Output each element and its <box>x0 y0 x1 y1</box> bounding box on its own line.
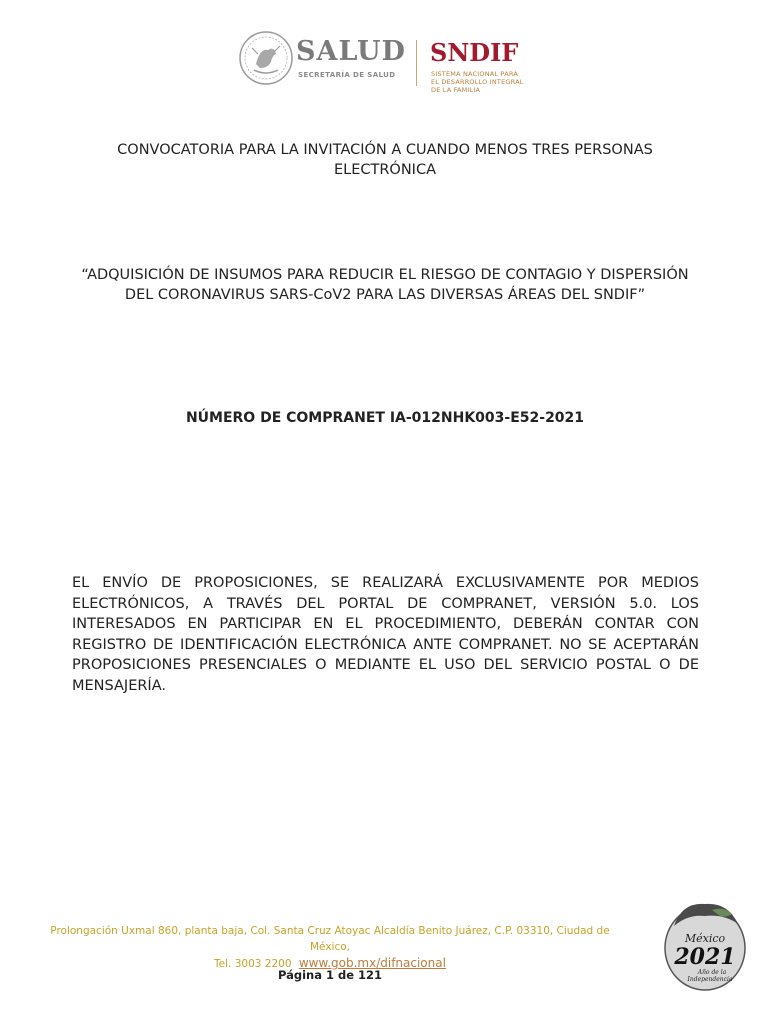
footer-address-block <box>30 923 630 972</box>
compranet-number: NÚMERO DE COMPRANET IA-012NHK003-E52-2021 <box>185 410 585 426</box>
footer-phone: Tel. 3003 2200 <box>214 958 292 970</box>
badge-line1: Año de la <box>697 969 727 976</box>
footer-address: Prolongación Uxmal 860, planta baja, Col. Santa Cruz Atoyac Alcaldía Benito Juárez, C.P. 03310, Ciudad de México, <box>50 925 610 953</box>
mexico-2021-badge-icon <box>662 896 748 992</box>
document-subject: “ADQUISICIÓN DE INSUMOS PARA REDUCIR EL RIESGO DE CONTAGIO Y DISPERSIÓN DEL CORONAVIRUS SARS-CoV2 PARA LAS DIVERSAS ÁREAS DEL SNDIF” <box>81 267 689 303</box>
footer-website-link[interactable]: www.gob.mx/difnacional <box>298 956 446 970</box>
sndif-subtitle <box>431 70 524 94</box>
sndif-subtitle-line: DE LA FAMILIA <box>431 86 481 94</box>
salud-subtitle: SECRETARÍA DE SALUD <box>298 71 396 79</box>
page-header <box>238 28 538 98</box>
national-seal-icon <box>238 30 294 86</box>
page-number: Página 1 de 121 <box>277 968 383 982</box>
badge-line2: Independencia <box>687 976 733 983</box>
sndif-subtitle-line: EL DESARROLLO INTEGRAL <box>431 78 524 86</box>
logo-divider <box>416 40 417 86</box>
badge-year: 2021 <box>674 944 736 970</box>
salud-logo: SALUD <box>296 36 406 67</box>
badge-country: México <box>684 932 726 945</box>
submission-notice: EL ENVÍO DE PROPOSICIONES, SE REALIZARÁ EXCLUSIVAMENTE POR MEDIOS ELECTRÓNICOS, A TRAVÉS DEL PORTAL DE COMPRANET, VERSIÓN 5.0. LOS INTERESADOS EN PARTICIPAR EN EL PROCEDIMIENTO, DEBERÁN CONTAR CON REGISTRO DE IDENTIFICACIÓN ELECTRÓNICA ANTE COMPRANET. NO SE ACEPTARÁN PROPOSICIONES PRESENCIALES O MEDIANTE EL USO DEL SERVICIO POSTAL O DE MENSAJERÍA. <box>72 575 699 694</box>
sndif-logo: SNDIF <box>430 38 519 67</box>
sndif-subtitle-line: SISTEMA NACIONAL PARA <box>431 70 518 78</box>
document-title: CONVOCATORIA PARA LA INVITACIÓN A CUANDO MENOS TRES PERSONAS ELECTRÓNICA <box>117 142 653 178</box>
